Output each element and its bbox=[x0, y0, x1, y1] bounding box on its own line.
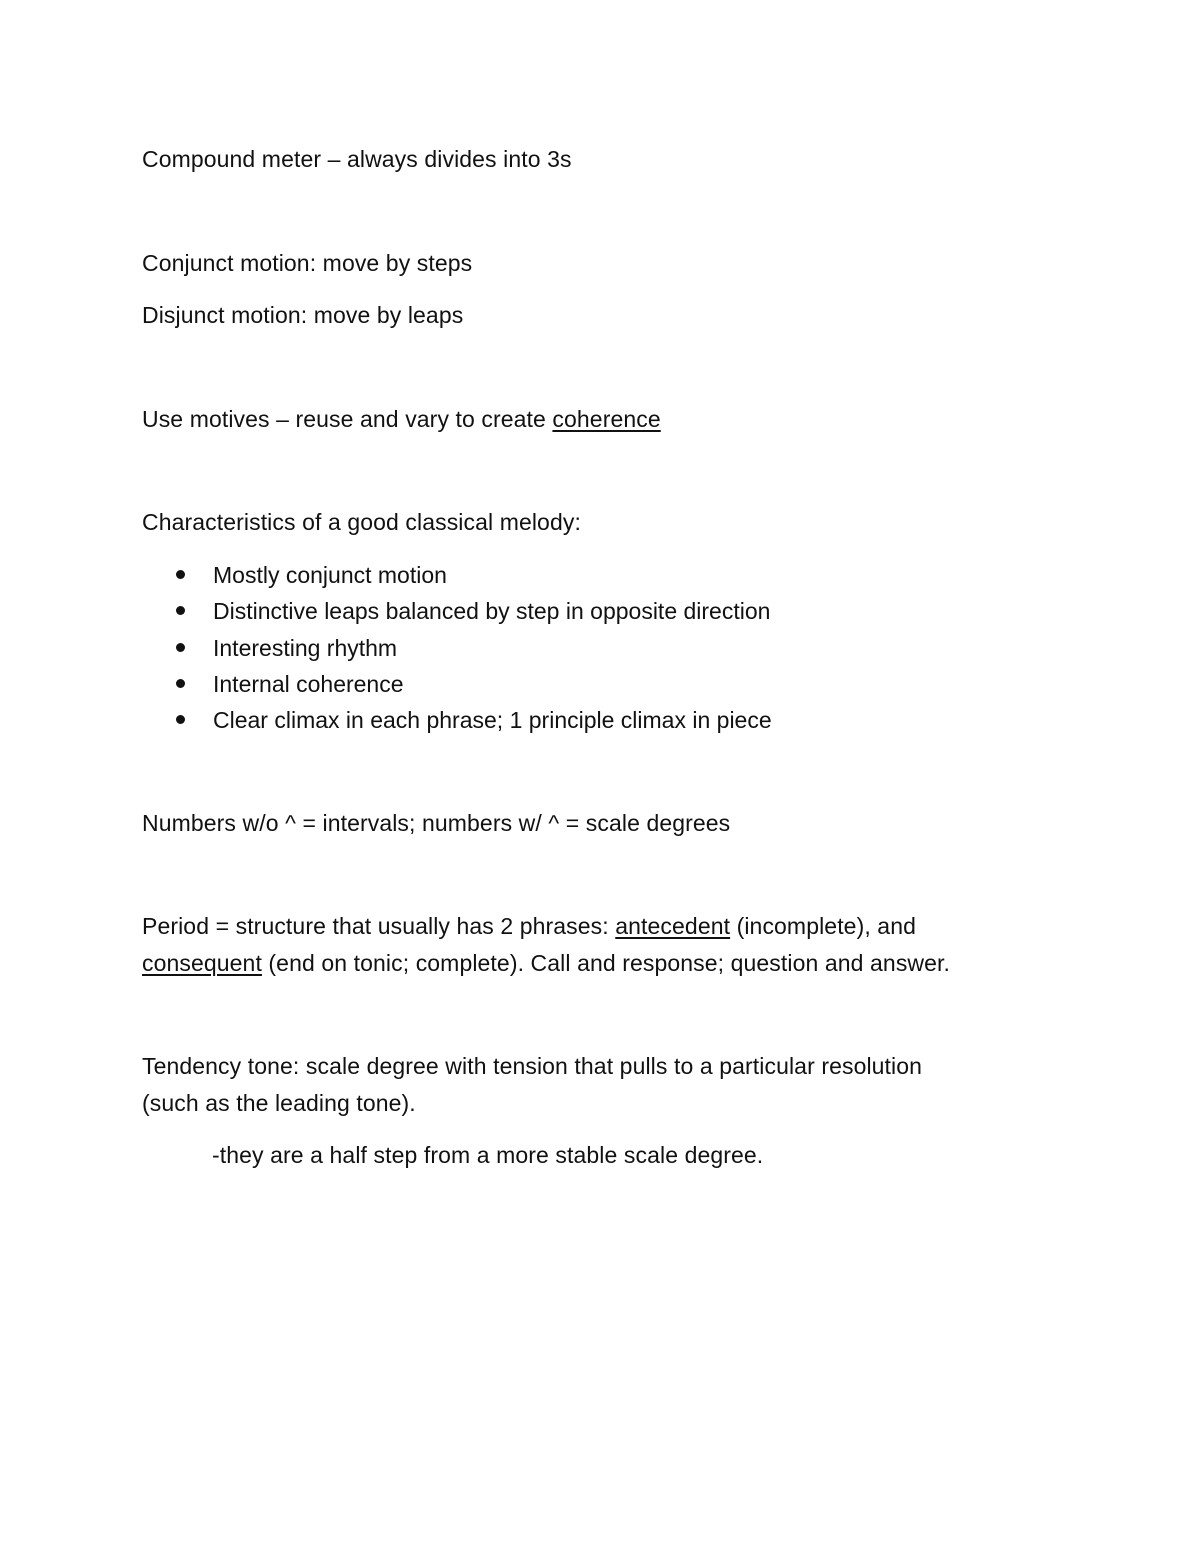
compound-meter-note: Compound meter – always divides into 3s bbox=[142, 146, 572, 172]
bullet-icon bbox=[176, 606, 185, 615]
coherence-underlined: coherence bbox=[552, 406, 661, 432]
bullet-icon bbox=[176, 570, 185, 579]
numbers-note: Numbers w/o ^ = intervals; numbers w/ ^ = scale degrees bbox=[142, 810, 731, 836]
list-item-text: Interesting rhythm bbox=[213, 634, 398, 661]
conjunct-motion-note: Conjunct motion: move by steps bbox=[142, 250, 473, 276]
antecedent-underlined: antecedent bbox=[615, 913, 731, 939]
list-item-text: Mostly conjunct motion bbox=[213, 562, 447, 588]
period-text-after: (incomplete), and bbox=[730, 913, 916, 939]
period-text-line-2: (end on tonic; complete). Call and response; question and answer. bbox=[261, 950, 951, 976]
period-note-line-2 bbox=[142, 948, 950, 978]
list-item-text: Internal coherence bbox=[213, 670, 404, 697]
list-item-text: Distinctive leaps balanced by step in opposite direction bbox=[213, 598, 771, 625]
consequent-underlined: consequent bbox=[142, 950, 262, 976]
period-note-line-1 bbox=[142, 911, 916, 941]
motives-text: Use motives – reuse and vary to create bbox=[142, 406, 553, 432]
list-item-text: Clear climax in each phrase; 1 principle climax in piece bbox=[213, 707, 772, 734]
disjunct-motion-note: Disjunct motion: move by leaps bbox=[142, 302, 464, 328]
bullet-icon bbox=[176, 715, 185, 724]
tendency-tone-line-1: Tendency tone: scale degree with tension that pulls to a particular resolution bbox=[142, 1053, 923, 1079]
period-text: Period = structure that usually has 2 phrases: bbox=[142, 913, 616, 939]
motives-note bbox=[142, 404, 661, 434]
tendency-tone-line-2: (such as the leading tone). bbox=[142, 1090, 416, 1116]
bullet-icon bbox=[176, 679, 185, 688]
tendency-tone-indented-note: -they are a half step from a more stable scale degree. bbox=[212, 1142, 764, 1168]
characteristics-heading: Characteristics of a good classical melody: bbox=[142, 509, 581, 535]
bullet-icon bbox=[176, 643, 185, 652]
